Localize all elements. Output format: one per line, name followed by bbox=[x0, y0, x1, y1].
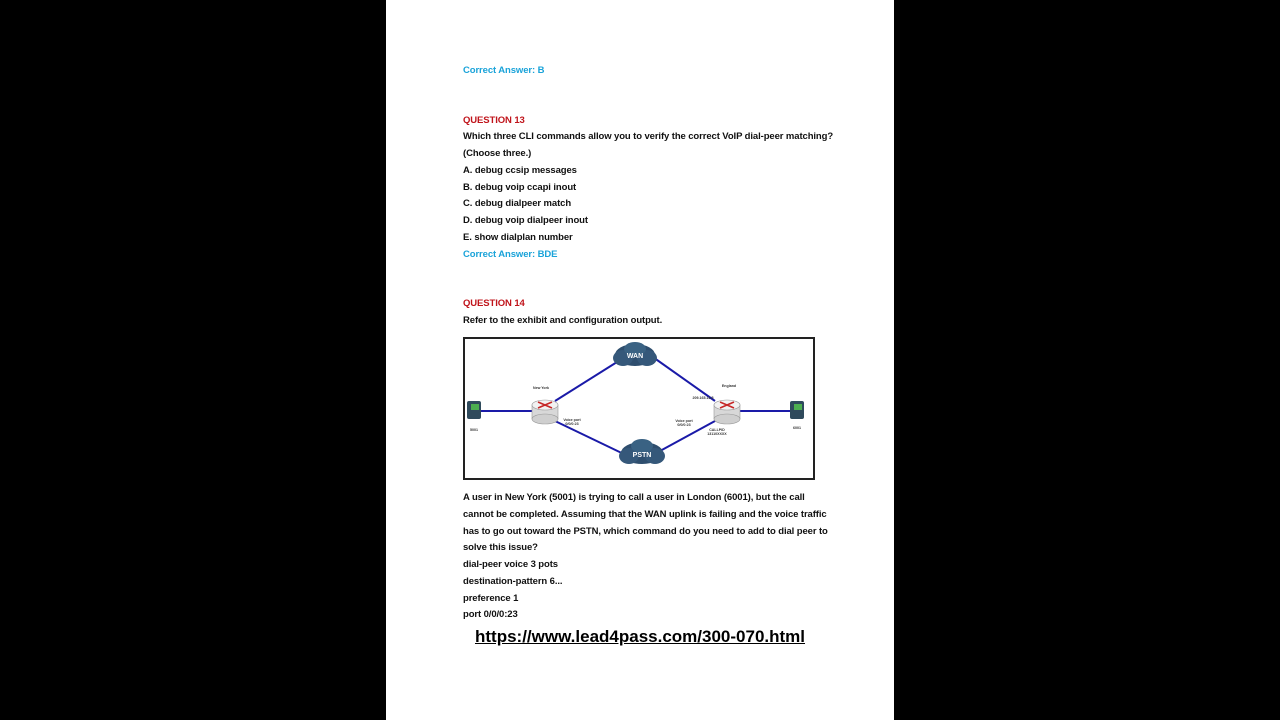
footer-url-link[interactable]: https://www.lead4pass.com/300-070.html bbox=[474, 627, 806, 646]
wan-label: WAN bbox=[626, 353, 644, 360]
config-line-destination-pattern: destination-pattern 6... bbox=[463, 576, 563, 587]
document-page bbox=[386, 0, 894, 720]
question-13-correct-answer: Correct Answer: BDE bbox=[463, 249, 558, 260]
callpid-label: CALLPID bbox=[709, 428, 725, 432]
question-14-body-line-1: A user in New York (5001) is trying to call a user in London (6001), but the call bbox=[463, 492, 805, 503]
pstn-label: PSTN bbox=[632, 452, 652, 459]
network-exhibit-diagram bbox=[463, 337, 815, 480]
previous-correct-answer: Correct Answer: B bbox=[463, 65, 545, 76]
england-label: England bbox=[721, 384, 737, 388]
question-13-instruction: (Choose three.) bbox=[463, 148, 532, 159]
question-13-option-b: B. debug voip ccapi inout bbox=[463, 182, 577, 193]
config-line-port: port 0/0/0:23 bbox=[463, 609, 518, 620]
router-icon-new-york bbox=[532, 400, 558, 424]
question-13-heading: QUESTION 13 bbox=[463, 115, 525, 126]
pstn-cloud-icon bbox=[619, 439, 665, 464]
left-voice-port-number: 0/0/0:23 bbox=[565, 422, 579, 426]
question-13-option-e: E. show dialplan number bbox=[463, 232, 573, 243]
right-voice-port-number: 0/0/0:23 bbox=[677, 423, 691, 427]
question-13-option-c: C. debug dialpeer match bbox=[463, 198, 572, 209]
new-york-label: New York bbox=[532, 386, 550, 390]
question-13-option-a: A. debug ccsip messages bbox=[463, 165, 577, 176]
config-line-dial-peer: dial-peer voice 3 pots bbox=[463, 559, 558, 570]
question-14-heading: QUESTION 14 bbox=[463, 298, 525, 309]
left-voice-port-label: Voice port bbox=[563, 418, 581, 422]
network-links bbox=[475, 355, 790, 457]
router-icon-england bbox=[714, 400, 740, 424]
question-13-text: Which three CLI commands allow you to verify the correct VoIP dial-peer matching? bbox=[463, 131, 834, 142]
wan-cloud-icon bbox=[613, 342, 657, 366]
question-14-body-line-2: cannot be completed. Assuming that the WAN uplink is failing and the voice traffic bbox=[463, 509, 827, 520]
phone-icon-left bbox=[467, 401, 481, 419]
callpid-number: 13110XXXX bbox=[707, 432, 727, 436]
right-phone-number: 6001 bbox=[793, 426, 801, 430]
phone-icon-right bbox=[790, 401, 804, 419]
england-ip-address: 209.165.13.5 bbox=[692, 396, 714, 400]
left-phone-number: 5001 bbox=[470, 428, 478, 432]
question-14-body-line-4: solve this issue? bbox=[463, 542, 538, 553]
question-14-body-line-3: has to go out toward the PSTN, which command do you need to add to dial peer to bbox=[463, 526, 828, 537]
question-14-intro: Refer to the exhibit and configuration output. bbox=[463, 315, 663, 326]
config-line-preference: preference 1 bbox=[463, 593, 519, 604]
right-voice-port-label: Voice port bbox=[675, 419, 693, 423]
question-13-option-d: D. debug voip dialpeer inout bbox=[463, 215, 588, 226]
